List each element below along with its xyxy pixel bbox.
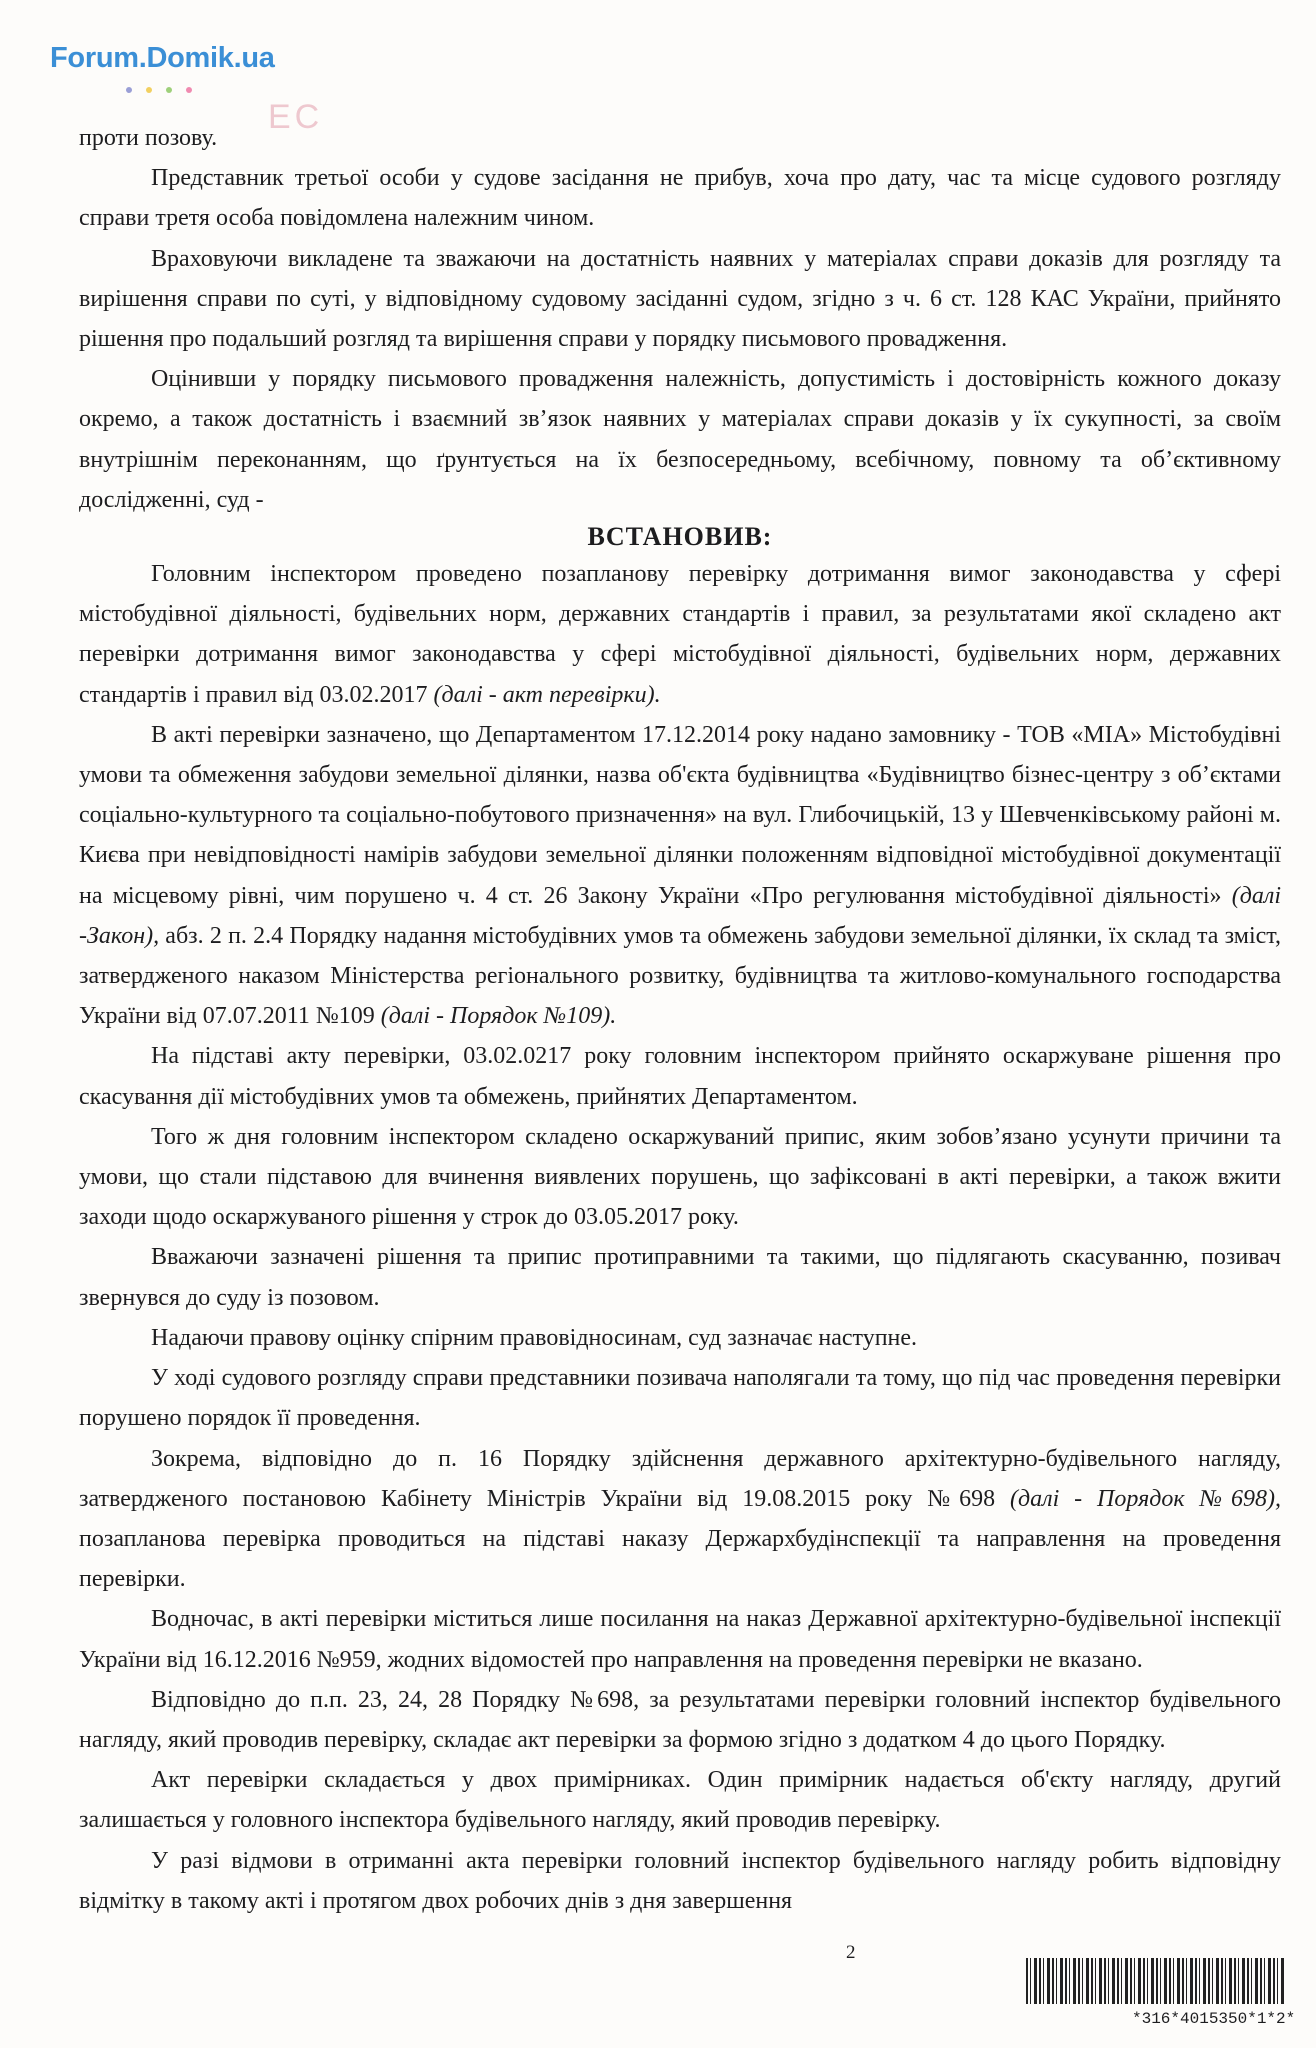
- paragraph: [79, 158, 1281, 238]
- paragraph: [79, 1117, 1281, 1238]
- italic-reference: (далі - акт перевірки).: [433, 681, 661, 708]
- paragraph-text: Відповідно до п.п. 23, 24, 28 Порядку №698, за результатами перевірки головний інспектор будівельного нагляду, який проводив перевірку, складає акт перевірки за формою згідно з додатком 4 до цього Порядку.: [79, 1686, 1281, 1753]
- paragraph: [79, 1599, 1281, 1679]
- italic-reference: (далі -Закон),: [79, 882, 1281, 949]
- italic-reference: (далі - Порядок №109).: [380, 1003, 617, 1030]
- paragraph-text: У ході судового розгляду справи представники позивача наполягали та тому, що під час проведення перевірки порушено порядок її проведення.: [79, 1365, 1281, 1432]
- paragraph-text: Вважаючи зазначені рішення та припис протиправними та такими, що підлягають скасуванню, позивач звернувся до суду із позовом.: [79, 1244, 1281, 1311]
- paragraph-text: Того ж дня головним інспектором складено оскаржуваний припис, яким зобов’язано усунути причини та умови, що стали підставою для вчинення виявлених порушень, що зафіксовані в акті перевірки, а також вжити заходи щодо оскаржуваного рішення у строк до 03.05.2017 року.: [79, 1123, 1281, 1231]
- italic-reference: (далі - Порядок №698),: [1010, 1485, 1281, 1512]
- paragraph: [79, 1036, 1281, 1116]
- stamp-mark: ЕС: [268, 98, 324, 136]
- paragraph: [79, 1680, 1281, 1760]
- paragraph-text: У разі відмови в отриманні акта перевірки головний інспектор будівельного нагляду робить відповідну відмітку в такому акті і протягом двох робочих днів з дня завершення: [79, 1847, 1281, 1914]
- paragraph-text: проти позову.: [79, 125, 218, 151]
- paragraph: [79, 1439, 1281, 1600]
- paragraph-text: Надаючи правову оцінку спірним правовідносинам, суд зазначає наступне.: [151, 1324, 918, 1351]
- paragraph: [79, 715, 1281, 1037]
- section-heading: [79, 520, 1281, 554]
- barcode: [1026, 1958, 1286, 2004]
- paragraph-text: Головним інспектором проведено позапланову перевірку дотримання вимог законодавства у сфері містобудівної діяльності, будівельних норм, державних стандартів і правил, за результатами якої складено акт перевірки дотримання вимог законодавства у сфері містобудівної діяльності, будівельних норм, державних стандартів і правил від 03.02.2017: [79, 561, 1281, 708]
- logo-dot: [186, 87, 192, 93]
- page-number: 2: [846, 1942, 856, 1963]
- paragraph: [79, 118, 1281, 158]
- paragraph: [79, 1318, 1281, 1358]
- paragraph-text: Акт перевірки складається у двох примірниках. Один примірник надається об'єкту нагляду, другий залишається у головного інспектора будівельного нагляду, який проводив перевірку.: [79, 1767, 1281, 1834]
- logo-dot: [166, 87, 172, 93]
- paragraph-text: Водночас, в акті перевірки міститься лише посилання на наказ Державної архітектурно-будівельної інспекції України від 16.12.2016 №959, жодних відомостей про направлення на проведення перевірки не вказано.: [79, 1606, 1281, 1673]
- paragraph-text: На підставі акту перевірки, 03.02.0217 року головним інспектором прийнято оскаржуване рішення про скасування дії містобудівних умов та обмежень, прийнятих Департаментом.: [79, 1043, 1281, 1110]
- logo-dot: [146, 87, 152, 93]
- paragraph: [79, 1358, 1281, 1438]
- paragraph: [79, 1841, 1281, 1921]
- paragraph: [79, 1760, 1281, 1840]
- paragraph-text: Враховуючи викладене та зважаючи на достатність наявних у матеріалах справи доказів для розгляду та вирішення справи по суті, у відповідному судовому засіданні судом, згідно з ч. 6 ст. 128 КАС України, прийнято рішення про подальший розгляд та вирішення справи у порядку письмового провадження.: [79, 245, 1281, 353]
- paragraph: [79, 1237, 1281, 1317]
- barcode-number: *316*4015350*1*2*: [1132, 2010, 1296, 2028]
- document-body: [79, 118, 1281, 1921]
- paragraph-text: позапланова перевірка проводиться на підставі наказу Держархбудінспекції та направлення на проведення перевірки.: [79, 1525, 1281, 1593]
- logo-dots: [126, 80, 206, 98]
- paragraph-text: Зокрема, відповідно до п. 16 Порядку здійснення державного архітектурно-будівельного нагляду, затвердженого постановою Кабінету Міністрів України від 19.08.2015 року №698: [79, 1445, 1281, 1512]
- paragraph-text: абз. 2 п. 2.4 Порядку надання містобудівних умов та обмежень забудови земельної ділянки, їх склад та зміст, затвердженого наказом Міністерства регіонального розвитку, будівництва та житлово-комунального господарства України від 07.07.2011 №109: [79, 922, 1281, 1030]
- paragraph: [79, 554, 1281, 715]
- paragraph-text: В акті перевірки зазначено, що Департаментом 17.12.2014 року надано замовнику - ТОВ «МІА» Містобудівні умови та обмеження забудови земельної ділянки, назва об'єкта будівництва «Будівництво бізнес-центру з об’єктами соціально-культурного та соціально-побутового призначення» на вул. Глибочицькій, 13 у Шевченківському районі м. Києва при невідповідності намірів забудови земельної ділянки положенням відповідної містобудівної документації на місцевому рівні, чим порушено ч. 4 ст. 26 Закону України «Про регулювання містобудівної діяльності»: [79, 721, 1281, 909]
- paragraph-text: Представник третьої особи у судове засідання не прибув, хоча про дату, час та місце судового розгляду справи третя особа повідомлена належним чином.: [79, 165, 1281, 232]
- paragraph-text: Оцінивши у порядку письмового провадження належність, допустимість і достовірність кожного доказу окремо, а також достатність і взаємний зв’язок наявних у матеріалах справи доказів у їх сукупності, за своїм внутрішнім переконанням, що ґрунтується на їх безпосередньому, всебічному, повному та об’єктивному дослідженні, суд -: [79, 366, 1281, 513]
- paragraph: [79, 239, 1281, 360]
- logo-dot: [126, 87, 132, 93]
- paragraph: [79, 359, 1281, 520]
- paragraph-text: ВСТАНОВИВ:: [587, 522, 773, 552]
- logo-text: Forum.Domik.ua: [50, 42, 275, 74]
